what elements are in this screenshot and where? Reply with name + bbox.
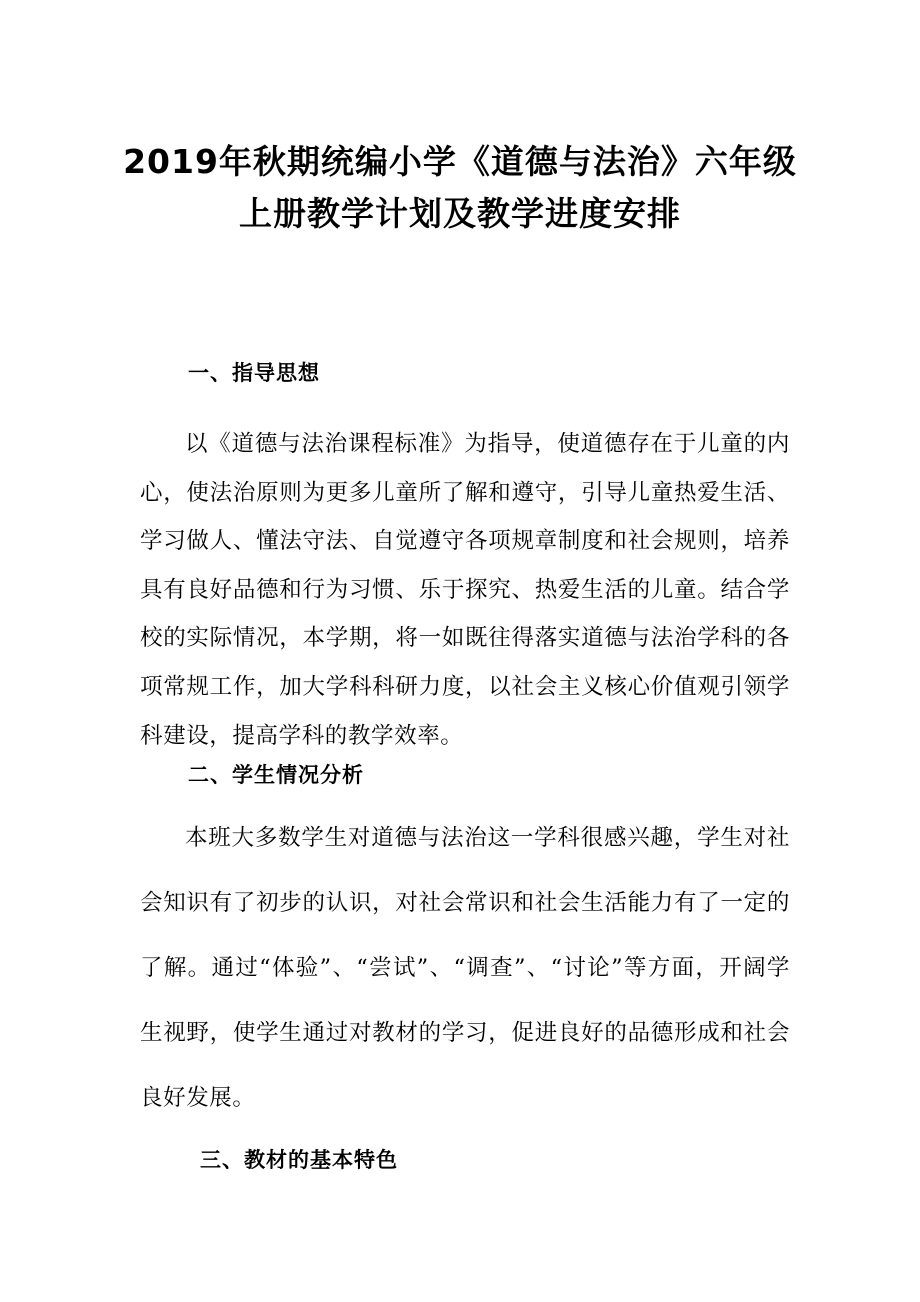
section-paragraph-student-analysis: 本班大多数学生对道德与法治这一学科很感兴趣，学生对社会知识有了初步的认识，对社会常识和社会生活能力有了一定的了解。通过“体验”、“尝试”、“调查”、“讨论”等方面，开阔学生视野，使学生通过对教材的学习，促进良好的品德形成和社会良好发展。 bbox=[140, 825, 790, 1111]
document-title-line-2: 上册教学计划及教学进度安排 bbox=[239, 194, 681, 233]
section-heading-guiding-ideology: 一、指导思想 bbox=[188, 361, 320, 385]
document-title-line-1: 2019年秋期统编小学《道德与法治》六年级 bbox=[123, 142, 797, 181]
section-heading-textbook-features: 三、教材的基本特色 bbox=[200, 1148, 398, 1172]
section-heading-student-analysis: 二、学生情况分析 bbox=[188, 763, 364, 787]
section-paragraph-guiding-ideology: 以《道德与法治课程标准》为指导，使道德存在于儿童的内心，使法治原则为更多儿童所了解和遵守，引导儿童热爱生活、学习做人、懂法守法、自觉遵守各项规章制度和社会规则，培养具有良好品德和行为习惯、乐于探究、热爱生活的儿童。结合学校的实际情况，本学期，将一如既往得落实道德与法治学科的各项常规工作，加大学科科研力度，以社会主义核心价值观引领学科建设，提高学科的教学效率。 bbox=[140, 431, 790, 749]
